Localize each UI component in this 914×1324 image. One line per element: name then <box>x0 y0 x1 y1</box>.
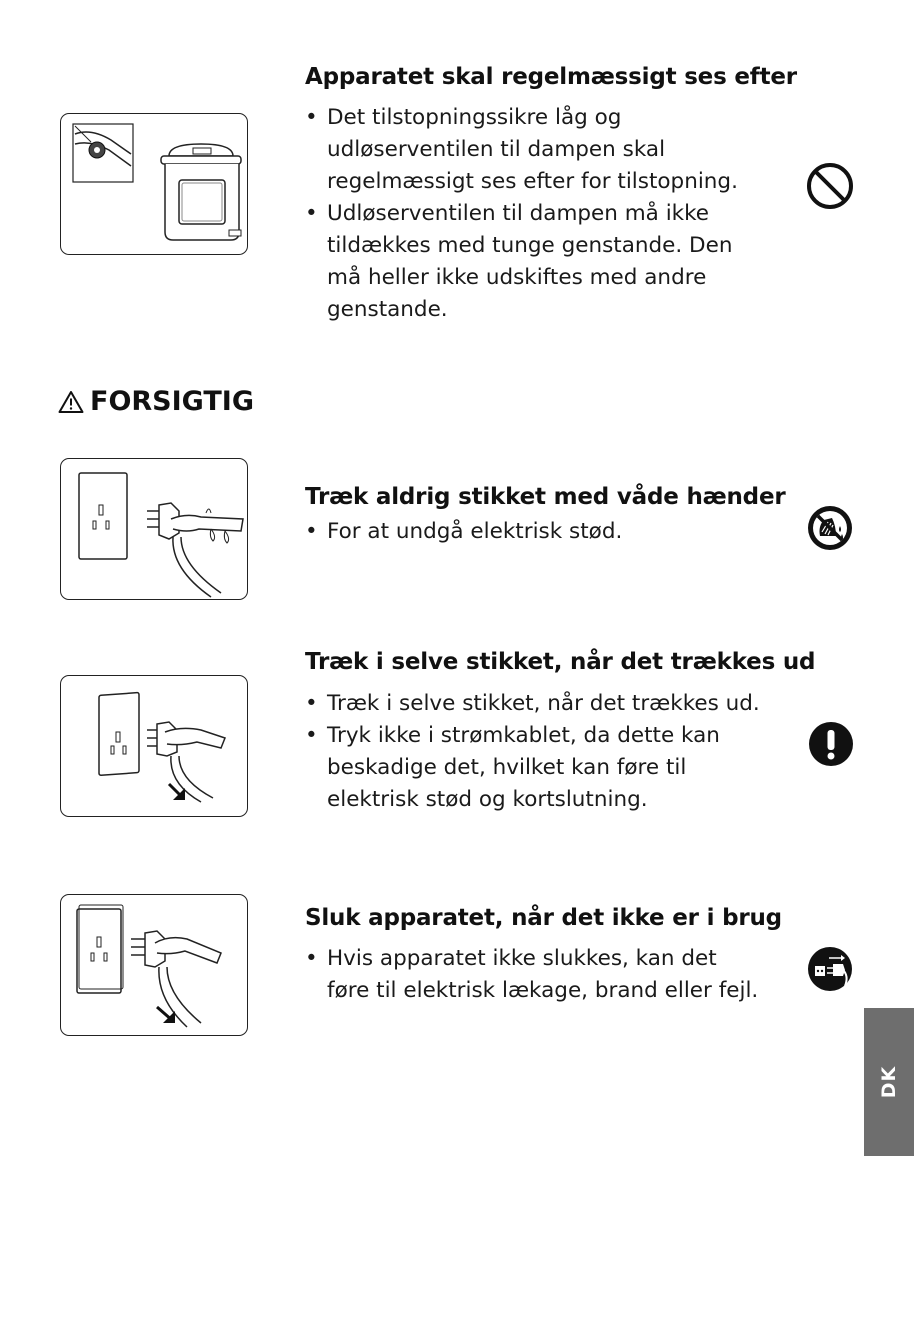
wet-hand-plug-illustration <box>60 458 248 600</box>
language-tab <box>864 1008 914 1156</box>
unplug-illustration <box>60 894 248 1036</box>
bullet-item: • Udløserventilen til dampen må ikke tildækkes med tunge genstande. Den må heller ikke udskiftes med andre genstande. <box>305 198 760 326</box>
bullet-list <box>305 102 760 326</box>
section-title: Sluk apparatet, når det ikke er i brug <box>305 905 782 931</box>
bullet-item: • For at undgå elektrisk stød. <box>305 516 760 548</box>
bullet-item: • Træk i selve stikket, når det trækkes ud. <box>305 688 760 720</box>
section-title: Apparatet skal regelmæssigt ses efter <box>305 64 797 90</box>
language-tab-label: DK <box>878 1065 900 1099</box>
pressure-cooker-illustration <box>60 113 248 255</box>
no-wet-hands-icon <box>806 504 854 552</box>
pull-plug-illustration <box>60 675 248 817</box>
mandatory-icon <box>808 721 854 767</box>
section-title: Træk i selve stikket, når det trækkes ud <box>305 649 816 675</box>
bullet-item: • Tryk ikke i strømkablet, da dette kan beskadige det, hvilket kan føre til elektrisk stød og kortslutning. <box>305 720 760 816</box>
bullet-list <box>305 516 760 548</box>
bullet-item: • Det tilstopningssikre låg og udløserventilen til dampen skal regelmæssigt ses efter for tilstopning. <box>305 102 760 198</box>
prohibition-icon <box>806 162 854 210</box>
caution-label: FORSIGTIG <box>90 386 254 417</box>
bullet-list <box>305 688 760 816</box>
bullet-list <box>305 943 760 1007</box>
unplug-icon <box>807 946 853 992</box>
bullet-item: • Hvis apparatet ikke slukkes, kan det føre til elektrisk lækage, brand eller fejl. <box>305 943 760 1007</box>
warning-triangle-icon <box>58 390 84 414</box>
section-title: Træk aldrig stikket med våde hænder <box>305 484 786 510</box>
caution-heading <box>58 386 254 417</box>
